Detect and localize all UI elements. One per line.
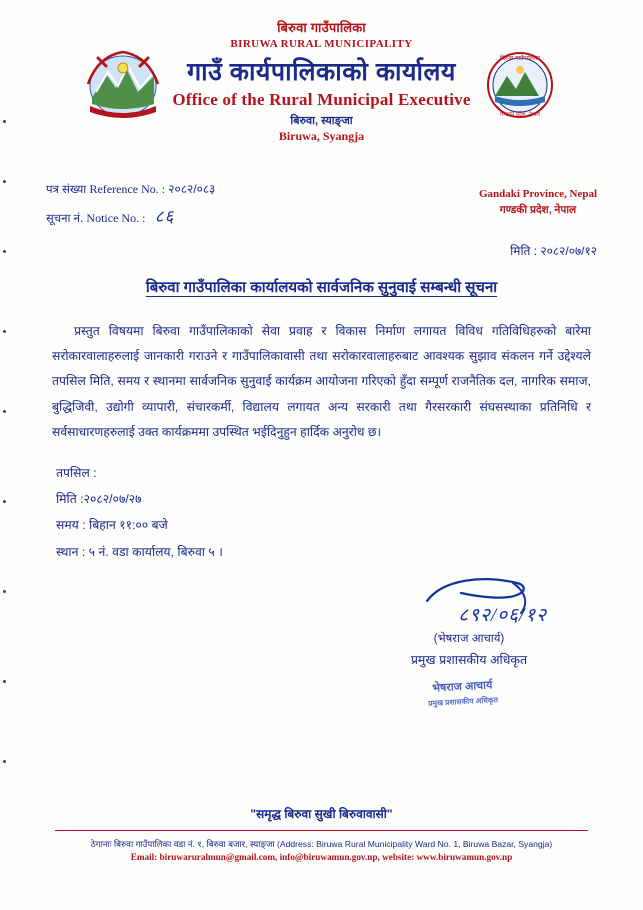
document-footer xyxy=(0,805,643,862)
signatory-name: (भेषराज आचार्य) xyxy=(433,632,505,645)
footer-address: ठेगानाः बिरुवा गाउँपालिका वडा नं. १, बिरुवा बजार, स्याङ्जा (Address: Biruwa Rural Municipality Ward No. 1, Biruwa Bazar, Syangja) xyxy=(90,839,553,850)
org-name-nepali: बिरुवा गाउँपालिका xyxy=(277,20,366,35)
details-time: समय : बिहान ११:०० बजे xyxy=(56,518,168,533)
svg-text:गण्डकी प्रदेश, नेपाल: गण्डकी प्रदेश, नेपाल xyxy=(499,112,541,118)
notice-number-handwritten: ८६ xyxy=(154,207,175,226)
document-date xyxy=(0,236,643,259)
footer-slogan: "समृद्ध बिरुवा सुखी बिरुवावासी" xyxy=(250,807,393,822)
svg-text:बिरुवा गाउँपालिका: बिरुवा गाउँपालिका xyxy=(499,56,541,62)
details-heading: तपसिल : xyxy=(56,466,97,481)
office-name-english: Office of the Rural Municipal Executive xyxy=(172,90,471,109)
signature-block xyxy=(0,571,643,731)
notice-subject: बिरुवा गाउँपालिका कार्यालयको सार्वजनिक सुनुवाई सम्बन्धी सूचना xyxy=(145,279,498,296)
province-english: Gandaki Province, Nepal xyxy=(478,188,597,200)
signature-date-handwritten: ८९२/०६/१२ xyxy=(458,604,547,626)
org-name-english: BIRUWA RURAL MUNICIPALITY xyxy=(230,38,413,50)
biruwa-rural-municipality-logo-icon xyxy=(483,46,557,124)
notice-details xyxy=(56,461,591,565)
office-place-english: Biruwa, Syangja xyxy=(278,129,365,143)
letterhead xyxy=(0,0,643,180)
notice-body: प्रस्तुत विषयमा बिरुवा गाउँपालिकाको सेवा प्रवाह र विकास निर्माण लगायत विविध गतिविधिहरुको बारेमा सरोकारवालाहरुलाई जानकारी गराउने र गाउँपालिकावासी तथा सरोकारवालाहरुबाट आवश्यक सुझाव संकलन गर्ने उद्देश्यले तपसिल मिति, समय र स्थानमा सार्वजनिक सुनुवाई कार्यक्रम आयोजना गरिएको हुँदा सम्पूर्ण राजनैतिक दल, नागरिक समाज, बुद्धिजिवी, उद्योगी व्यापारी, संचारकर्मी, विद्यालय लगायत अन्य सरकारी तथा गैरसरकारी संघसस्थाका प्रतिनिधि र सर्वसाधारणहरुलाई उक्त कार्यक्रममा उपस्थित भईदिनुहुन हार्दिक अनुरोध छ। xyxy=(52,324,591,439)
details-venue: स्थान : ५ नं. वडा कार्यालय, बिरुवा ५ । xyxy=(56,544,223,559)
stamp-name: भेषराज आचार्य xyxy=(431,679,493,695)
details-date: मिति :२०८२/०७/२७ xyxy=(56,492,142,507)
reference-value: २०८२/०८३ xyxy=(168,182,216,196)
office-name-nepali: गाउँ कार्यपालिकाको कार्यालय xyxy=(187,58,456,86)
office-place-nepali: बिरुवा, स्याङ्जा xyxy=(290,115,353,127)
notice-label-english: Notice No. : xyxy=(86,211,146,225)
province-block xyxy=(479,186,597,218)
footer-divider xyxy=(55,830,589,831)
reference-label-english: Reference No. : xyxy=(89,182,166,196)
reference-block xyxy=(0,180,643,236)
province-nepali: गण्डकी प्रदेश, नेपाल xyxy=(499,203,577,216)
nepal-government-emblem-icon xyxy=(86,46,160,124)
footer-email: Email: biruwaruralmun@gmail.com, info@biruwamun.gov.np, website: www.biruwamun.gov.np xyxy=(130,852,513,862)
official-stamp xyxy=(414,676,512,723)
date-label: मिति : xyxy=(510,244,538,258)
stamp-post: प्रमुख प्रशासकीय अधिकृत xyxy=(427,695,499,708)
notice-label-nepali: सूचना नं. xyxy=(46,213,84,225)
signatory-post: प्रमुख प्रशासकीय अधिकृत xyxy=(410,652,528,667)
reference-label-nepali: पत्र संख्या xyxy=(46,184,87,196)
date-value: २०८२/०७/१२ xyxy=(540,244,597,258)
